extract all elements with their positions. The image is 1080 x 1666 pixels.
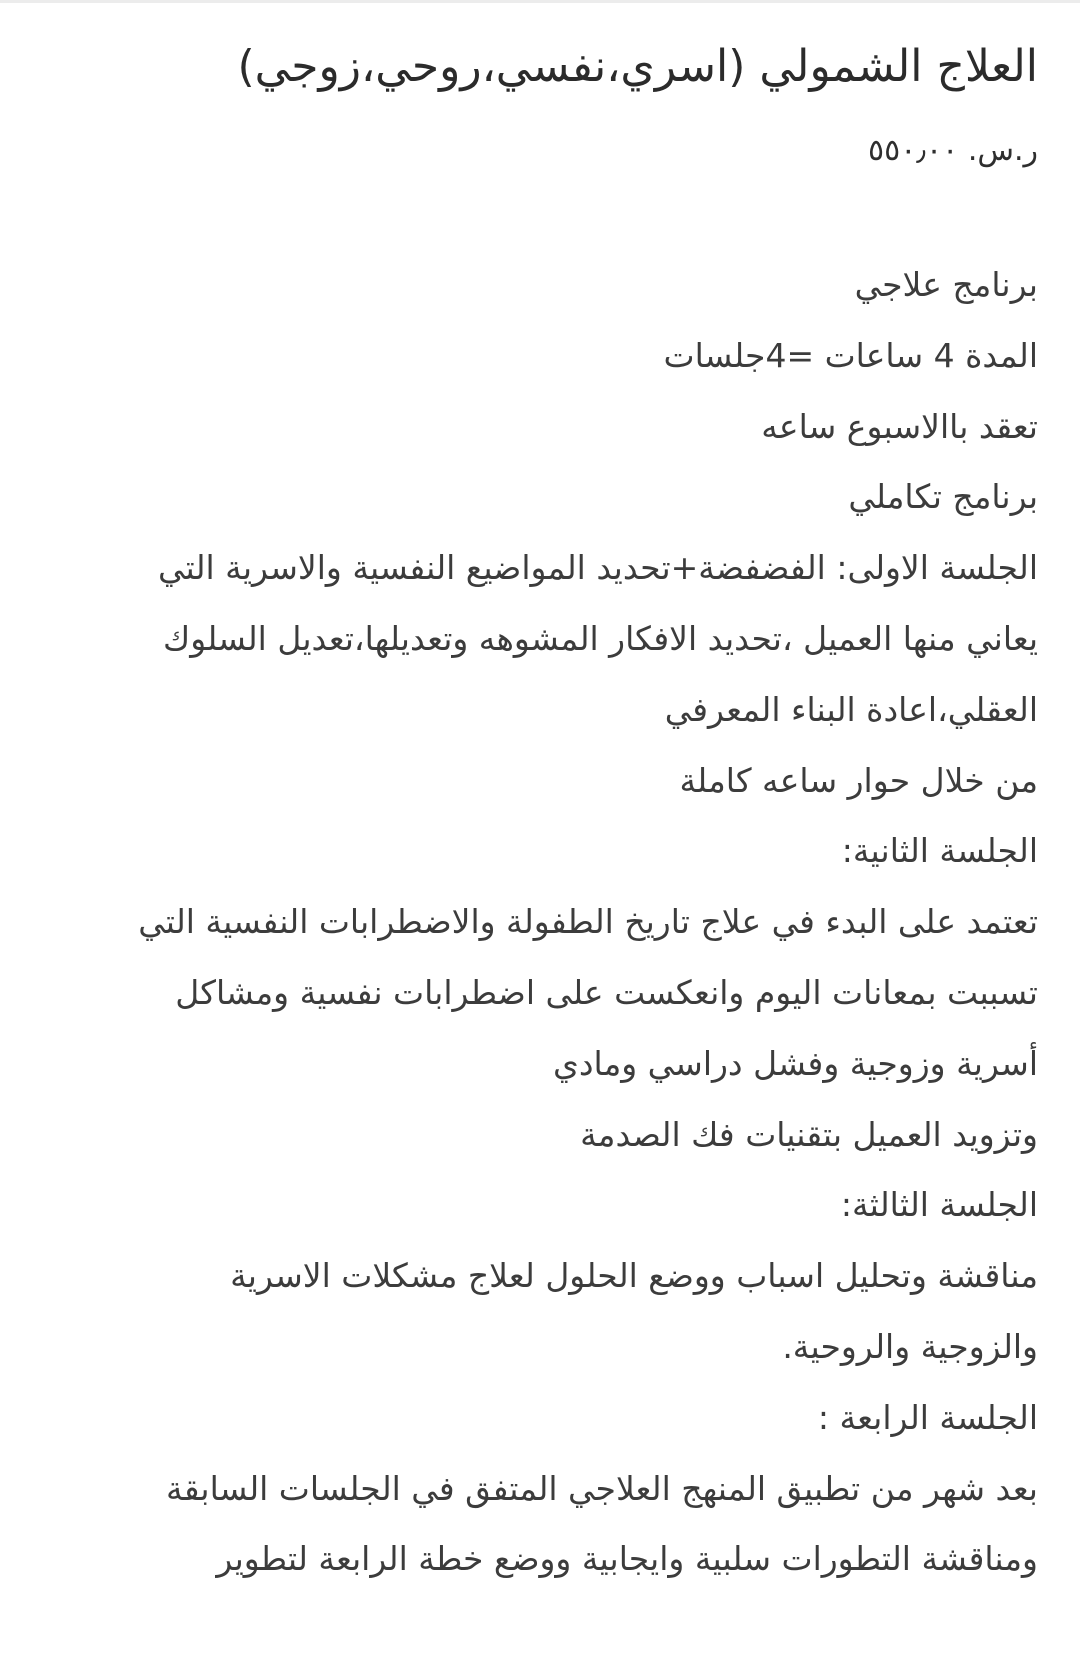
description-line: يعاني منها العميل ،تحديد الافكار المشوهه وتعديلها،تعديل السلوك bbox=[163, 618, 1038, 658]
description-line: وتزويد العميل بتقنيات فك الصدمة bbox=[580, 1114, 1038, 1154]
description-line: بعد شهر من تطبيق المنهج العلاجي المتفق في الجلسات السابقة bbox=[166, 1468, 1038, 1508]
description-line: المدة 4 ساعات =4جلسات bbox=[663, 335, 1038, 375]
description-line: ومناقشة التطورات سلبية وايجابية ووضع خطة الرابعة لتطوير bbox=[216, 1539, 1038, 1579]
description-line: الجلسة الاولى: الفضفضة+تحديد المواضيع النفسية والاسرية التي bbox=[158, 548, 1038, 588]
description-line: العقلي،اعادة البناء المعرفي bbox=[664, 689, 1038, 729]
description-line: والزوجية والروحية. bbox=[782, 1326, 1038, 1366]
description-line: أسرية وزوجية وفشل دراسي ومادي bbox=[552, 1043, 1038, 1083]
description-line: الجلسة الثانية: bbox=[841, 831, 1038, 871]
product-description bbox=[40, 250, 1038, 1595]
description-line: تعتمد على البدء في علاج تاريخ الطفولة والاضطرابات النفسية التي bbox=[138, 902, 1038, 942]
description-line: تعقد باالاسبوع ساعه bbox=[761, 406, 1038, 446]
product-title: العلاج الشمولي (اسري،نفسي،روحي،زوجي) bbox=[237, 41, 1038, 92]
description-line: مناقشة وتحليل اسباب ووضع الحلول لعلاج مشكلات الاسرية bbox=[230, 1256, 1038, 1296]
description-line: الجلسة الثالثة: bbox=[840, 1185, 1038, 1225]
description-line: برنامج تكاملي bbox=[848, 477, 1038, 517]
description-line: تسببت بمعانات اليوم وانعكست على اضطرابات نفسية ومشاكل bbox=[175, 972, 1038, 1012]
product-price: ر.س. ٥٥٠٫٠٠ bbox=[867, 133, 1038, 168]
description-line: من خلال حوار ساعه كاملة bbox=[679, 760, 1038, 800]
description-line: برنامج علاجي bbox=[854, 265, 1038, 304]
description-line: الجلسة الرابعة : bbox=[817, 1397, 1038, 1437]
